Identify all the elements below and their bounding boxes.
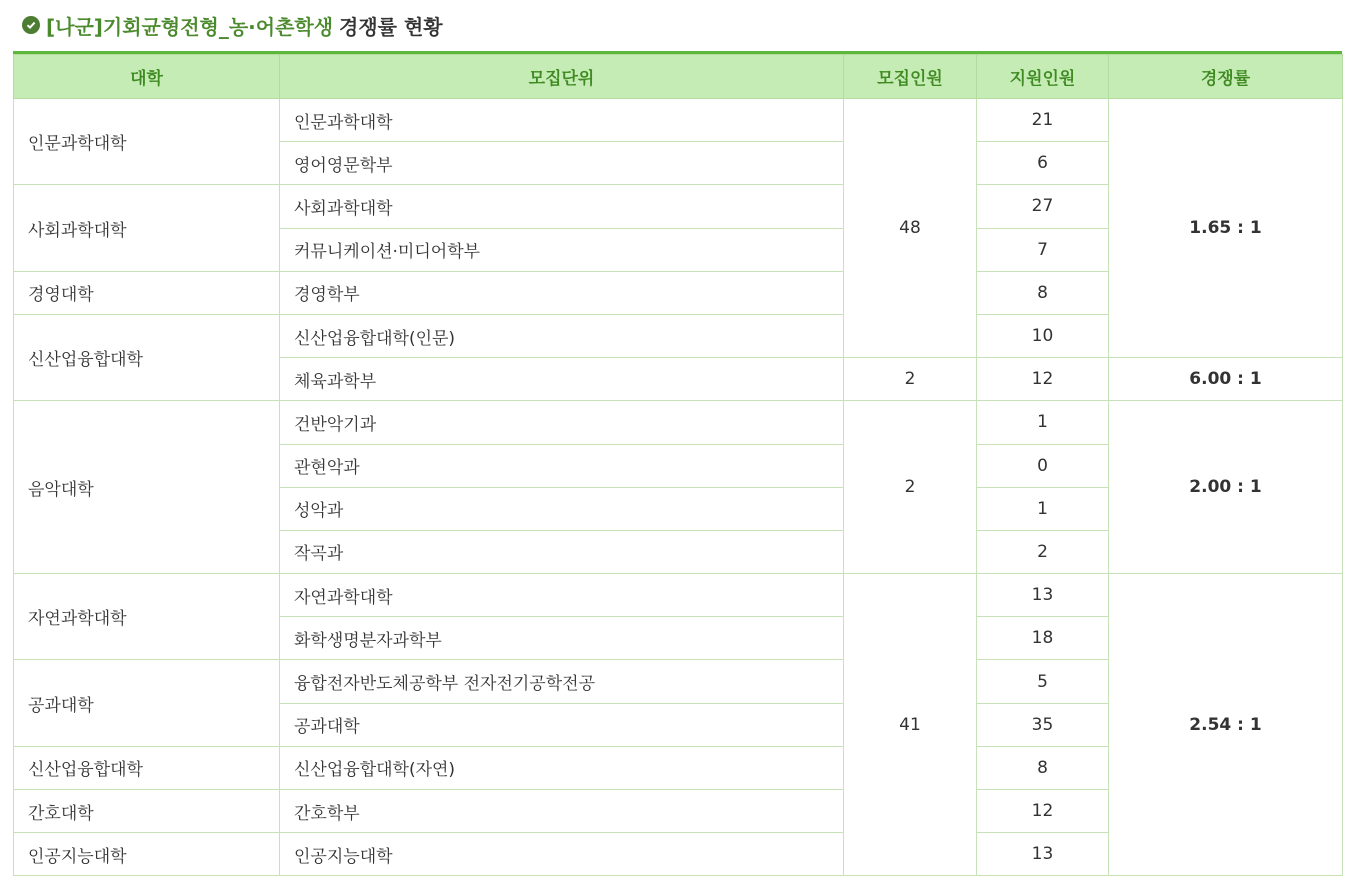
college-cell: 신산업융합대학 <box>14 314 280 400</box>
applicants-cell: 13 <box>977 833 1109 876</box>
table-row <box>14 401 1343 444</box>
unit-cell: 자연과학대학 <box>280 574 844 617</box>
unit-cell: 융합전자반도체공학부 전자전기공학전공 <box>280 660 844 703</box>
quota-cell: 2 <box>844 358 977 401</box>
header-college: 대학 <box>14 55 280 99</box>
applicants-cell: 35 <box>977 703 1109 746</box>
check-circle-icon <box>22 16 40 34</box>
applicants-cell: 21 <box>977 99 1109 142</box>
applicants-cell: 8 <box>977 271 1109 314</box>
quota-cell: 41 <box>844 574 977 876</box>
applicants-cell: 10 <box>977 314 1109 357</box>
table-row <box>14 574 1343 617</box>
table-row <box>14 99 1343 142</box>
applicants-cell: 7 <box>977 228 1109 271</box>
unit-cell: 신산업융합대학(인문) <box>280 314 844 357</box>
college-cell: 경영대학 <box>14 271 280 314</box>
applicants-cell: 2 <box>977 530 1109 573</box>
ratio-cell: 2.54 : 1 <box>1109 574 1343 876</box>
unit-cell: 관현악과 <box>280 444 844 487</box>
unit-cell: 화학생명분자과학부 <box>280 617 844 660</box>
college-cell: 인문과학대학 <box>14 99 280 185</box>
competition-table <box>13 54 1343 876</box>
unit-cell: 신산업융합대학(자연) <box>280 746 844 789</box>
header-applicants: 지원인원 <box>977 55 1109 99</box>
unit-cell: 영어영문학부 <box>280 142 844 185</box>
college-cell: 간호대학 <box>14 790 280 833</box>
header-unit: 모집단위 <box>280 55 844 99</box>
unit-cell: 인문과학대학 <box>280 99 844 142</box>
applicants-cell: 18 <box>977 617 1109 660</box>
applicants-cell: 1 <box>977 487 1109 530</box>
unit-cell: 작곡과 <box>280 530 844 573</box>
title-category: [나군]기회균형전형_농·어촌학생 <box>46 14 334 39</box>
section-title <box>22 10 443 40</box>
college-cell: 음악대학 <box>14 401 280 574</box>
applicants-cell: 13 <box>977 574 1109 617</box>
unit-cell: 건반악기과 <box>280 401 844 444</box>
table-header-row <box>14 55 1343 99</box>
college-cell: 신산업융합대학 <box>14 746 280 789</box>
applicants-cell: 1 <box>977 401 1109 444</box>
applicants-cell: 6 <box>977 142 1109 185</box>
unit-cell: 공과대학 <box>280 703 844 746</box>
quota-cell: 2 <box>844 401 977 574</box>
ratio-cell: 1.65 : 1 <box>1109 99 1343 358</box>
header-quota: 모집인원 <box>844 55 977 99</box>
unit-cell: 경영학부 <box>280 271 844 314</box>
unit-cell: 커뮤니케이션·미디어학부 <box>280 228 844 271</box>
applicants-cell: 8 <box>977 746 1109 789</box>
unit-cell: 인공지능대학 <box>280 833 844 876</box>
header-ratio: 경쟁률 <box>1109 55 1343 99</box>
unit-cell: 성악과 <box>280 487 844 530</box>
applicants-cell: 12 <box>977 358 1109 401</box>
title-label: 경쟁률 현황 <box>339 14 443 39</box>
competition-table-container <box>13 51 1342 876</box>
ratio-cell: 6.00 : 1 <box>1109 358 1343 401</box>
ratio-cell: 2.00 : 1 <box>1109 401 1343 574</box>
college-cell: 자연과학대학 <box>14 574 280 660</box>
unit-cell: 간호학부 <box>280 790 844 833</box>
college-cell: 공과대학 <box>14 660 280 746</box>
applicants-cell: 27 <box>977 185 1109 228</box>
applicants-cell: 12 <box>977 790 1109 833</box>
quota-cell: 48 <box>844 99 977 358</box>
applicants-cell: 5 <box>977 660 1109 703</box>
unit-cell: 체육과학부 <box>280 358 844 401</box>
unit-cell: 사회과학대학 <box>280 185 844 228</box>
college-cell: 인공지능대학 <box>14 833 280 876</box>
applicants-cell: 0 <box>977 444 1109 487</box>
college-cell: 사회과학대학 <box>14 185 280 271</box>
